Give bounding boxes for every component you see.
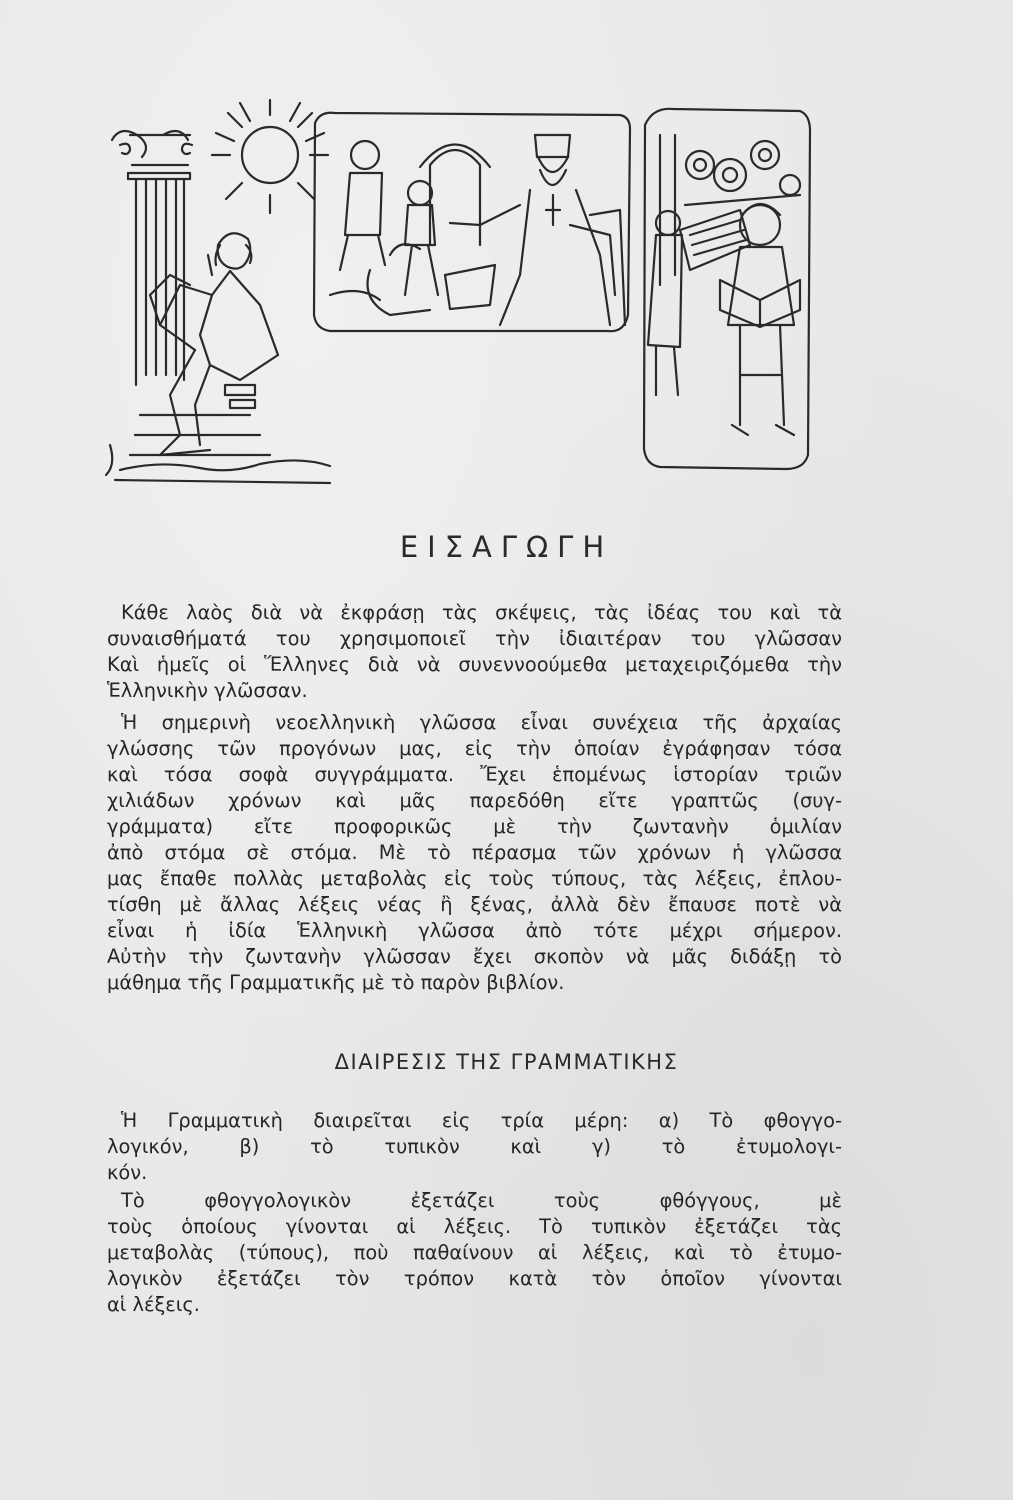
- text-line: γράμματα) εἴτε προφορικῶς μὲ τὴν ζωντανὴν ὁμιλίαν: [107, 815, 842, 838]
- text-line: ἀπὸ στόμα σὲ στόμα. Μὲ τὸ πέρασμα τῶν χρόνων ἡ γλῶσσα: [107, 841, 842, 864]
- text-line: Τὸ φθογγολογικὸν ἐξετάζει τοὺς φθόγγους, μὲ: [121, 1189, 842, 1212]
- text-line: Αὐτὴν τὴν ζωντανὴν γλῶσσαν ἔχει σκοπὸν νὰ μᾶς διδάξῃ τὸ: [107, 945, 842, 968]
- text-line: κόν.: [107, 1161, 148, 1184]
- text-line: τοὺς ὁποίους γίνονται αἱ λέξεις. Τὸ τυπικὸν ἐξετάζει τὰς: [107, 1215, 842, 1238]
- text-line: Ἑλληνικὴν γλῶσσαν.: [107, 679, 308, 702]
- text-line: Ἡ Γραμματικὴ διαιρεῖται εἰς τρία μέρη: α) Τὸ φθογγο-: [121, 1109, 842, 1132]
- text-line: αἱ λέξεις.: [107, 1293, 200, 1316]
- intro-paragraph: [107, 600, 842, 704]
- text-line: Ἡ σημερινὴ νεοελληνικὴ γλῶσσα εἶναι συνέχεια τῆς ἀρχαίας: [121, 711, 842, 734]
- text-line: μας ἔπαθε πολλὰς μεταβολὰς εἰς τοὺς τύπους, τὰς λέξεις, ἐπλου-: [107, 867, 842, 890]
- priest-teaching-children-panel: [314, 113, 630, 331]
- illustration-drawing: [100, 95, 835, 505]
- text-line: λογικόν, β) τὸ τυπικὸν καὶ γ) τὸ ἐτυμολογι-: [107, 1135, 842, 1158]
- header-illustration: [100, 95, 835, 505]
- text-line: χιλιάδων χρόνων καὶ μᾶς παρεδόθη εἴτε γραπτῶς (συγ-: [107, 789, 842, 812]
- ancient-scholar-panel: [106, 100, 330, 483]
- definitions-paragraph: [107, 1188, 842, 1318]
- section-heading: ΔΙΑΙΡΕΣΙΣ ΤΗΣ ΓΡΑΜΜΑΤΙΚΗΣ: [334, 1050, 679, 1074]
- text-line: τίσθη μὲ ἄλλας λέξεις νέας ἢ ξένας, ἀλλὰ δὲν ἔπαυσε ποτὲ νὰ: [107, 893, 842, 916]
- text-line: συναισθήματά του χρησιμοποιεῖ τὴν ἰδιαιτέραν του γλῶσσαν: [107, 627, 842, 650]
- text-line: μεταβολὰς (τύπους), ποὺ παθαίνουν αἱ λέξεις, καὶ τὸ ἐτυμο-: [107, 1241, 842, 1264]
- text-line: Κάθε λαὸς διὰ νὰ ἐκφράσῃ τὰς σκέψεις, τὰς ἰδέας του καὶ τὰ: [121, 601, 842, 624]
- history-paragraph: [107, 710, 842, 996]
- divisions-paragraph: [107, 1108, 842, 1186]
- text-line: μάθημα τῆς Γραμματικῆς μὲ τὸ παρὸν βιβλίον.: [107, 971, 565, 994]
- printing-press-boy-reading-panel: [644, 109, 810, 469]
- text-line: εἶναι ἡ ἰδία Ἑλληνικὴ γλῶσσα ἀπὸ τότε μέχρι σήμερον.: [107, 919, 842, 942]
- page-title: ΕΙΣΑΓΩΓΗ: [399, 530, 614, 564]
- text-line: λογικὸν ἐξετάζει τὸν τρόπον κατὰ τὸν ὁποῖον γίνονται: [107, 1267, 842, 1290]
- text-line: Καὶ ἡμεῖς οἱ Ἕλληνες διὰ νὰ συνεννοούμεθα μεταχειριζόμεθα τὴν: [107, 653, 842, 676]
- text-line: καὶ τόσα σοφὰ συγγράμματα. Ἔχει ἑπομένως ἱστορίαν τριῶν: [107, 763, 842, 786]
- text-line: γλώσσης τῶν προγόνων μας, εἰς τὴν ὁποίαν ἐγράφησαν τόσα: [107, 737, 842, 760]
